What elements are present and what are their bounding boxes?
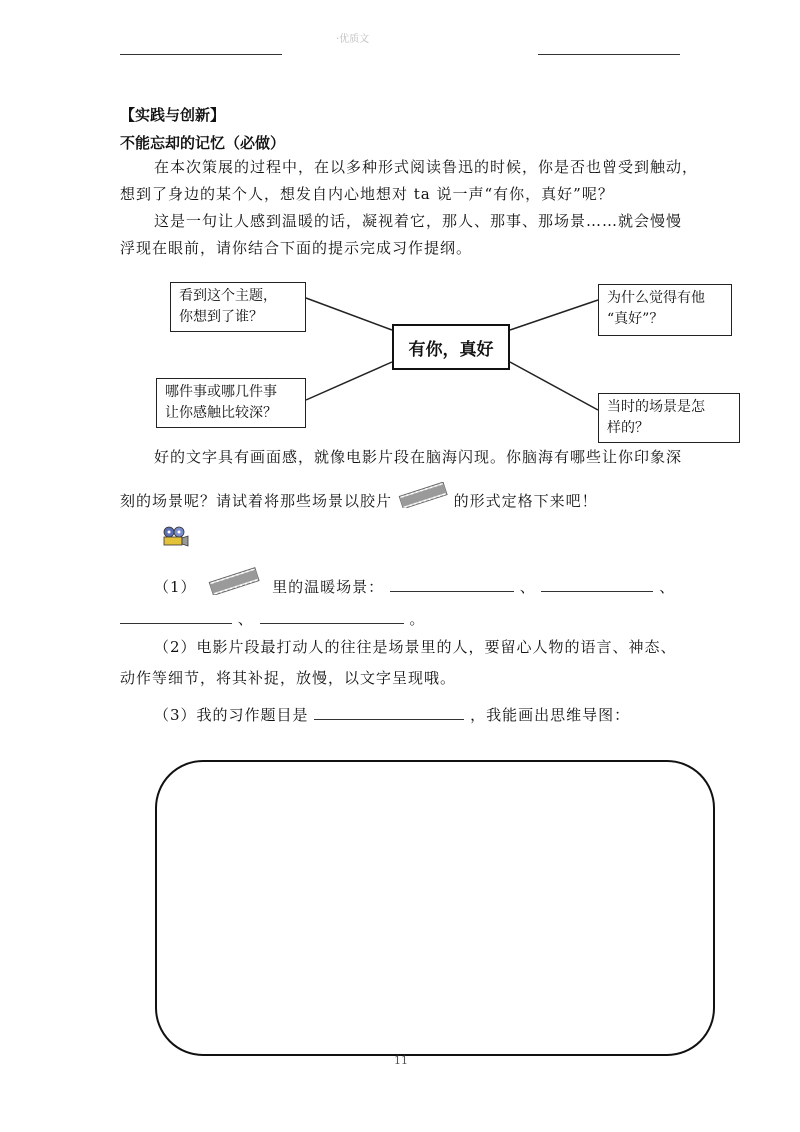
film-line-2-after: 的形式定格下来吧！ (453, 492, 598, 510)
mindmap-box-event (156, 378, 306, 428)
scene-blank-2[interactable] (541, 576, 653, 592)
essay-title-blank[interactable] (314, 704, 464, 720)
mindmap-event-line-2: 让你感触比较深？ (165, 405, 277, 421)
scene-blank-4[interactable] (260, 608, 404, 624)
intro-line-2: 想到了身边的某个人，想发自内心地想对 ta 说一声“有你，真好”呢？ (120, 185, 614, 203)
film-line-2 (120, 494, 598, 509)
mindmap-connectors (0, 0, 800, 460)
item-1-prefix: （1） (154, 578, 197, 596)
item-3-line (154, 704, 630, 723)
mindmap-why-line-1: 为什么觉得有他 (607, 290, 705, 306)
mindmap-box-who (170, 282, 306, 332)
item-1-line-2 (120, 608, 425, 627)
section-subtitle: 不能忘却的记忆（必做） (120, 134, 286, 152)
item-1-label: 里的温暖场景： (272, 578, 385, 596)
mindmap-why-line-2: “真好”？ (607, 311, 664, 327)
film-strip-icon (398, 482, 448, 508)
mindmap-center-text: 有你，真好 (408, 339, 494, 360)
mindmap-box-scene (598, 393, 740, 443)
page-number: 11 (394, 1054, 408, 1067)
mindmap-who-line-1: 看到这个主题， (179, 288, 277, 304)
item-1-sep-1: 、 (519, 578, 536, 596)
film-strip-icon (208, 567, 260, 595)
intro-line-1: 在本次策展的过程中，在以多种形式阅读鲁迅的时候，你是否也曾受到触动， (154, 158, 699, 176)
mindmap-center-topic (392, 324, 510, 370)
scene-blank-3[interactable] (120, 608, 232, 624)
item-2-line-2: 动作等细节，将其补捉，放慢，以文字呈现哦。 (120, 669, 457, 687)
item-3-before: （3）我的习作题目是 (154, 706, 309, 724)
mindmap-scene-line-2: 样的？ (607, 420, 649, 436)
mindmap-scene-line-1: 当时的场景是怎 (607, 399, 705, 415)
item-1-sep-2: 、 (659, 578, 676, 596)
item-1-line-1 (154, 576, 675, 595)
mindmap-event-line-1: 哪件事或哪几件事 (165, 384, 277, 400)
section-title: 【实践与创新】 (120, 106, 226, 124)
item-1-end: 。 (409, 610, 426, 628)
intro-line-3: 这是一句让人感到温暖的话，凝视着它，那人、那事、那场景……就会慢慢 (154, 212, 683, 230)
intro-line-4: 浮现在眼前，请你结合下面的提示完成习作提纲。 (120, 239, 473, 257)
item-1-sep-3: 、 (237, 610, 254, 628)
mindmap-drawing-area[interactable] (155, 760, 715, 1056)
film-line-1: 好的文字具有画面感，就像电影片段在脑海闪现。你脑海有哪些让你印象深 (154, 448, 683, 466)
projector-icon (160, 526, 190, 548)
scene-blank-1[interactable] (390, 576, 514, 592)
mindmap-who-line-2: 你想到了谁？ (179, 309, 263, 325)
film-line-2-before: 刻的场景呢？请试着将那些场景以胶片 (120, 492, 393, 510)
item-2-line-1: （2）电影片段最打动人的往往是场景里的人，要留心人物的语言、神态、 (154, 638, 677, 656)
mindmap-box-why (598, 284, 732, 336)
header-watermark: ·优质文 (336, 34, 370, 45)
item-3-after: ，我能画出思维导图： (470, 706, 631, 724)
